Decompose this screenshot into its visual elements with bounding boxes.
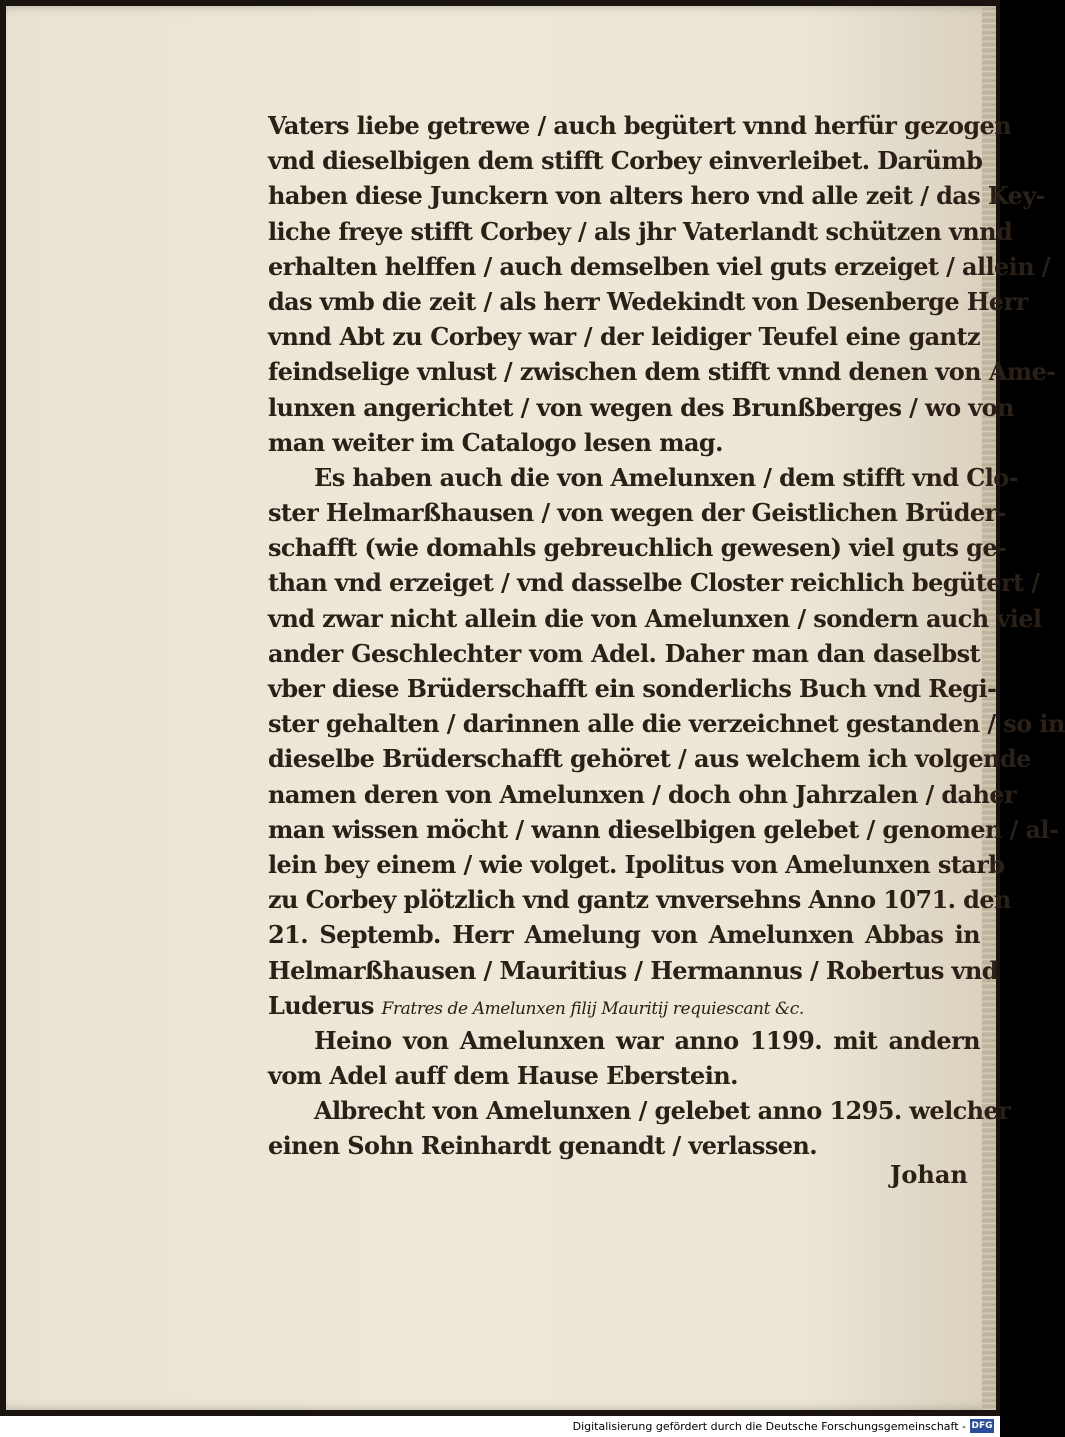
text-line [268,777,1017,812]
line-text: vnd zwar nicht allein die von Amelunxen / sondern auch viel [268,603,1042,633]
text-line [268,953,998,988]
line-text: Vaters liebe getrewe / auch begütert vnnd herfür gezogen [268,111,1012,140]
line-text: vber diese Brüderschafft ein sonderlichs Buch vnd Regi- [268,674,997,703]
line-text: zu Corbey plötzlich vnd gantz vnversehns Anno 1071. den [268,885,1011,915]
line-text: ander Geschlechter vom Adel. Daher man dan daselbst [268,638,980,668]
line-text: vnd dieselbigen dem stifft Corbey einverleibet. Darümb [268,146,983,176]
text-line [268,636,980,671]
catchword: Johan [890,1160,968,1189]
text-line [268,847,1005,882]
line-text: erhalten helffen / auch demselben viel guts erzeiget / allein / [268,251,1050,281]
line-text: vom Adel auff dem Hause Eberstein. [268,1061,738,1091]
text-line [268,284,1028,319]
line-text: Es haben auch die von Amelunxen / dem stifft vnd Clo- [314,462,1019,492]
line-text: liche freye stifft Corbey / als jhr Vaterlandt schützen vnnd [268,216,1013,246]
line-text: lunxen angerichtet / von wegen des Brunßberges / wo von [268,392,1014,422]
text-line [268,917,980,952]
text-line [268,460,1019,495]
line-text: Helmarßhausen / Mauritius / Hermannus / Robertus vnd [268,955,998,985]
text-line [268,812,1059,847]
text-line [268,425,980,460]
text-line [268,108,1012,143]
dfg-logo-icon: DFG [971,1421,993,1431]
line-text: man weiter im Catalogo lesen mag. [268,427,723,457]
latin-text: Fratres de Amelunxen filij Mauritij requiescant &c. [381,998,804,1019]
text-line [268,882,1011,917]
text-line [268,1128,980,1163]
line-text: das vmb die zeit / als herr Wedekindt von Desenberge Herr [268,286,1028,316]
text-line [268,601,1042,636]
text-line [268,214,1013,249]
line-text: haben diese Junckern von alters hero vnd alle zeit / das Key- [268,181,1046,211]
line-text: feindselige vnlust / zwischen dem stifft vnnd denen von Ame- [268,357,1056,387]
line-text: than vnd erzeiget / vnd dasselbe Closter reichlich begütert / [268,568,1040,598]
text-line [268,495,1006,530]
text-line [268,1093,1011,1128]
line-text: 21. Septemb. Herr Amelung von Amelunxen Abbas in [268,920,980,950]
text-line [268,1058,980,1093]
text-line [268,671,997,706]
line-text: vnnd Abt zu Corbey war / der leidiger Teufel eine gantz [268,322,980,352]
footer-bar [0,1416,1000,1437]
text-line [268,390,1014,425]
text-line [268,143,983,178]
line-text: namen deren von Amelunxen / doch ohn Jahrzalen / daher [268,779,1017,809]
line-text: dieselbe Brüderschafft gehöret / aus welchem ich volgende [268,744,1031,774]
line-text: lein bey einem / wie volget. Ipolitus von Amelunxen starb [268,849,1005,879]
text-line [268,741,1031,776]
text-line [268,1023,980,1058]
line-text: Albrecht von Amelunxen / gelebet anno 1295. welcher [314,1096,1011,1126]
line-text: man wissen möcht / wann dieselbigen gelebet / genomen / al- [268,814,1059,844]
line-text: ster gehalten / darinnen alle die verzeichnet gestanden / so in [268,709,1065,739]
line-text: schafft (wie domahls gebreuchlich gewesen) viel guts ge- [268,533,1007,563]
text-line [268,354,1056,389]
line-text: Luderus [268,990,374,1020]
text-line [268,319,980,354]
page-text-block [268,108,1065,1164]
text-line [268,988,980,1023]
text-line [268,178,1046,213]
text-line [268,249,1050,284]
funding-notice: Digitalisierung gefördert durch die Deutsche Forschungsgemeinschaft - [572,1420,966,1433]
text-line [268,530,1007,565]
line-text: einen Sohn Reinhardt genandt / verlassen. [268,1131,818,1161]
text-line [268,565,1040,600]
line-text: ster Helmarßhausen / von wegen der Geistlichen Brüder- [268,498,1006,528]
text-line [268,706,1065,741]
line-text: Heino von Amelunxen war anno 1199. mit andern [314,1025,980,1055]
